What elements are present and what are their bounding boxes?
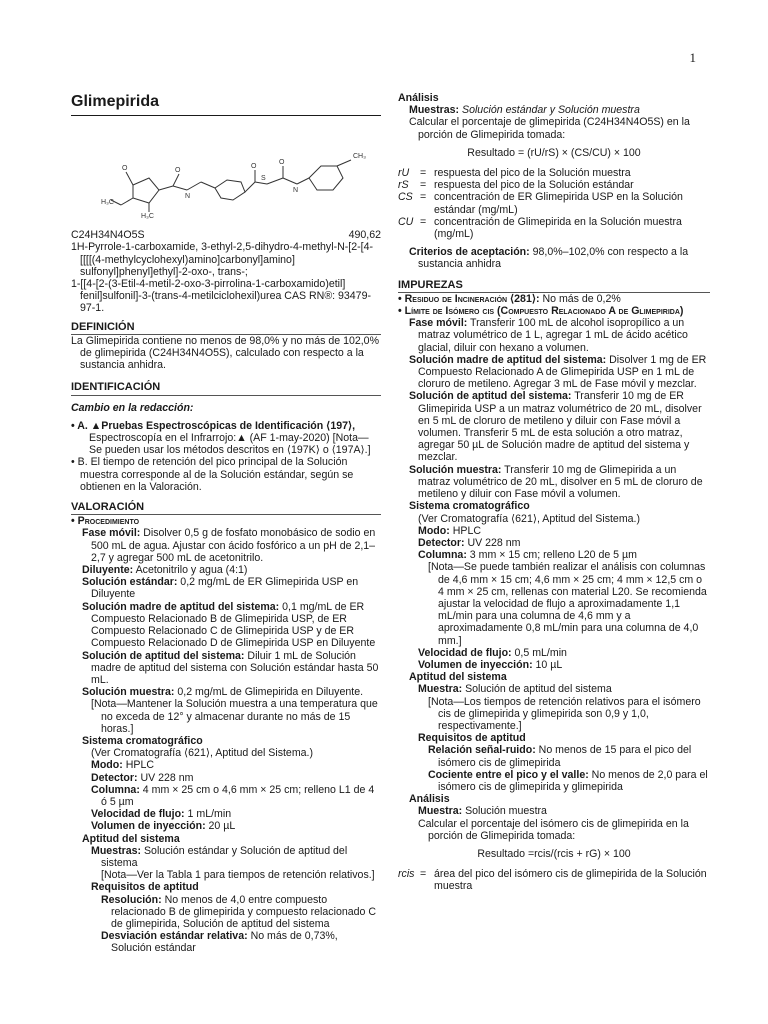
page-number: 1 — [689, 50, 696, 65]
impurezas-lines — [398, 317, 710, 842]
change-note: Cambio en la redacción: — [71, 401, 194, 414]
identificacion-heading: IDENTIFICACIÓN — [71, 381, 381, 395]
procedure-line: Volumen de inyección: 20 µL — [91, 820, 236, 833]
procedure-line: Desviación estándar relativa: No más de 0,73%, Solución estándar — [101, 930, 338, 955]
definicion-heading: DEFINICIÓN — [71, 321, 381, 335]
criterios-key: Criterios de aceptación: — [409, 246, 530, 259]
svg-text:H₃C: H₃C — [101, 199, 114, 206]
ident-a-text: Espectroscopía en el Infrarrojo:▲ (AF 1-may-2020) [Nota—Se pueden usar los métodos descritos en ⟨197K⟩ o ⟨197A⟩.] — [89, 432, 371, 457]
muestras-key: Muestras: — [409, 104, 460, 117]
procedure-line: Velocidad de flujo: 1 mL/min — [91, 808, 232, 821]
chemical-structure — [71, 120, 381, 220]
procedure-line: Muestras: Solución estándar y Solución de aptitud del sistema — [91, 844, 348, 869]
procedure-line: Calcular el porcentaje del isómero cis de glimepirida en la porción de Glimepirida tomada: — [418, 817, 689, 842]
procedure-line: Sistema cromatográfico — [82, 734, 203, 747]
result-equation: Resultado = (rU/rS) × (CS/CU) × 100 — [467, 146, 641, 159]
procedure-line: Solución muestra: Transferir 10 mg de Glimepirida a un matraz volumétrico de 20 mL, disolver en 5 mL de cloruro de metileno y diluir con Fase móvil a volumen. — [409, 463, 703, 501]
procedure-line: [Nota—Ver la Tabla 1 para tiempos de retención relativos.] — [101, 869, 375, 882]
procedure-line: (Ver Cromatografía ⟨621⟩, Aptitud del Sistema.) — [91, 747, 314, 760]
def-symbol: rcis — [398, 868, 415, 881]
procedure-line: Detector: UV 228 nm — [418, 536, 521, 549]
procedure-line: Columna: 3 mm × 15 cm; relleno L20 de 5 µm — [418, 549, 637, 562]
molecular-formula: C24H34N4O5S — [71, 229, 145, 242]
ident-a-label: • A. ▲Pruebas Espectroscópicas de Identificación ⟨197⟩, — [71, 419, 356, 432]
procedure-line: Columna: 4 mm × 25 cm o 4,6 mm × 25 cm; relleno L1 de 4 ó 5 µm — [91, 783, 375, 808]
def-text: concentración de Glimepirida en la Solución muestra (mg/mL) — [434, 215, 682, 241]
residuo-key: • Residuo de Incineración ⟨281⟩: — [398, 292, 540, 305]
def-symbol: CS — [398, 191, 413, 204]
impurezas-heading: IMPUREZAS — [398, 279, 710, 293]
procedure-line: Fase móvil: Transferir 100 mL de alcohol isopropílico a un matraz volumétrico de 1 L, agregar 1 mL de ácido acético glacial, diluir con hexano a volumen. — [409, 317, 688, 354]
procedure-line: (Ver Cromatografía ⟨621⟩, Aptitud del Sistema.) — [418, 512, 641, 525]
ident-b-text: • B. El tiempo de retención del pico principal de la Solución muestra corresponde al de la Solución estándar, según se obtienen en la Valoración. — [71, 456, 354, 493]
def-text: concentración de ER Glimepirida USP en la Solución estándar (mg/mL) — [434, 191, 683, 216]
def-symbol: rS — [398, 179, 409, 192]
muestras-value: Solución estándar y Solución muestra — [462, 104, 640, 117]
molecular-formula-row — [71, 229, 381, 241]
svg-text:S: S — [261, 175, 266, 182]
procedure-line: Requisitos de aptitud — [91, 881, 199, 894]
procedure-line: Muestra: Solución muestra — [418, 805, 547, 818]
analisis-heading: Análisis — [398, 92, 439, 104]
procedure-line: [Nota—Se puede también realizar el análisis con columnas de 4,6 mm × 15 cm; 4,6 mm × 25 cm; 4 mm × 12,5 cm o 4 mm × 25 cm, rellenas con material L20. Se recomienda ajustar la velocidad de flujo a aproximadamente 1,1 mL/min para una columna de 4,6 mm y a aproximadamente 0,8 mL/min para una columna de 4,0 mm.] — [428, 561, 707, 647]
valoracion-heading: VALORACIÓN — [71, 501, 381, 515]
procedure-line: Solución estándar: 0,2 mg/mL de ER Glimepirida USP en Diluyente — [82, 576, 359, 601]
criterios-value: 98,0%–102,0% con respecto a la sustancia anhidra — [418, 246, 689, 271]
procedure-line: Aptitud del sistema — [82, 832, 180, 845]
cis-equation: Resultado =rcis/(rcis + rG) × 100 — [477, 847, 631, 860]
cis-definition: rcis = área del pico del isómero cis de glimepirida de la Solución muestra — [398, 868, 710, 892]
procedure-line: Volumen de inyección: 10 µL — [418, 658, 563, 671]
monograph-title: Glimepirida — [71, 92, 381, 116]
procedure-line: Relación señal-ruido: No menos de 15 para el pico del isómero cis de glimepirida — [428, 744, 692, 769]
procedure-line: Resolución: No menos de 4,0 entre compuesto relacionado B de glimepirida y compuesto relacionado C de glimepirida, Solución de aptitud del sistema — [101, 893, 376, 930]
svg-text:O: O — [122, 165, 128, 172]
procedure-line: Aptitud del sistema — [409, 671, 507, 684]
procedure-line: Solución de aptitud del sistema: Transferir 10 mg de ER Glimepirida USP a un matraz volumétrico de 20 mL, disolver en 5 mL de cloruro de metileno y diluir con Fase móvil a volumen. Transferir 5 mL de esta solución a otro matraz, agregar 50 µL de Solución madre de aptitud del sistema y mezclar. — [409, 390, 702, 464]
molecular-weight: 490,62 — [348, 229, 381, 242]
svg-text:CH₃: CH₃ — [353, 153, 366, 160]
def-text: área del pico del isómero cis de glimepirida de la Solución muestra — [434, 868, 707, 893]
residuo-value: No más de 0,2% — [542, 292, 621, 305]
svg-text:N: N — [185, 193, 191, 200]
procedure-line: Fase móvil: Disolver 0,5 g de fosfato monobásico de sodio en 500 mL de agua. Ajustar con ácido fosfórico a un pH de 2,1–2,7 y agregar 500 mL de acetonitrilo. — [82, 527, 376, 564]
left-column — [71, 92, 381, 955]
svg-text:N: N — [293, 187, 299, 194]
svg-text:H₃C: H₃C — [141, 213, 154, 220]
procedure-line: Detector: UV 228 nm — [91, 771, 194, 784]
svg-text:O: O — [251, 163, 257, 170]
procedure-line: Modo: HPLC — [418, 524, 481, 537]
right-column — [398, 92, 710, 899]
procedure-line: Solución madre de aptitud del sistema: 0,1 mg/mL de ER Compuesto Relacionado B de Glimepirida USP, de ER Compuesto Relacionado C de Glimepirida USP y de ER Compuesto Relacionado D de Glimepirida USP en Diluyente — [82, 600, 376, 650]
procedure-line: Requisitos de aptitud — [418, 732, 526, 745]
def-symbol: CU — [398, 215, 414, 228]
procedure-line: Solución muestra: 0,2 mg/mL de Glimepirida en Diluyente. — [82, 686, 364, 699]
def-text: respuesta del pico de la Solución estándar — [434, 179, 634, 192]
chemical-name-1: 1H-Pyrrole-1-carboxamide, 3-ethyl-2,5-dihydro-4-methyl-N-[2-[4-[[[[(4-methylcyclohexyl)amino]carbonyl]amino] sulfonyl]phenyl]ethyl]-2-oxo-, trans-; — [71, 241, 374, 278]
chemical-name-2: 1-[[4-[2-(3-Etil-4-metil-2-oxo-3-pirrolina-1-carboxamido)etil] fenil]sulfonil]-3-(trans-4-metilciclohexil)urea CAS RN®: 93479-97-1. — [71, 278, 371, 315]
procedure-line: [Nota—Mantener la Solución muestra a una temperatura que no exceda de 12° y almacenar durante no más de 15 horas.] — [91, 698, 378, 735]
procedure-line: Sistema cromatográfico — [409, 500, 530, 513]
procedure-line: [Nota—Los tiempos de retención relativos para el isómero cis de glimepirida y glimepirida son 0,9 y 1,0, respectivamente.] — [428, 695, 701, 732]
svg-text:O: O — [175, 167, 181, 174]
procedure-line: Muestra: Solución de aptitud del sistema — [418, 683, 612, 696]
def-symbol: rU — [398, 167, 410, 180]
definicion-text: La Glimepirida contiene no menos de 98,0% y no más de 102,0% de glimepirida (C24H34N4O5S), calculado con respecto a la sustancia anhidra. — [71, 334, 379, 372]
variable-definitions: rU = respuesta del pico de la Solución muestra rS = respuesta del pico de la Solución estándar CS = concentración de ER Glimepirida USP en la Solución estándar (mg/mL) CU = concentración de Glimepirida en la Solución muestra (mg/mL) — [398, 167, 710, 240]
procedure-line: Solución madre de aptitud del sistema: Disolver 1 mg de ER Compuesto Relacionado A de Glimepirida USP en 1 mL de cloruro de metileno. Agregar 3 mL de Fase móvil y mezclar. — [409, 353, 707, 391]
svg-text:O: O — [279, 159, 285, 166]
procedure-line: Modo: HPLC — [91, 759, 154, 772]
procedure-line: Cociente entre el pico y el valle: No menos de 2,0 para el isómero cis de glimepirida y glimepirida — [428, 768, 708, 793]
procedure-line: Solución de aptitud del sistema: Diluir 1 mL de Solución madre de aptitud del sistema con Solución estándar hasta 50 mL. — [82, 649, 379, 686]
calc-text: Calcular el porcentaje de glimepirida (C24H34N4O5S) en la porción de Glimepirida tomada: — [409, 116, 690, 141]
procedure-line: Diluyente: Acetonitrilo y agua (4:1) — [82, 564, 248, 577]
limite-isomero-label: • Límite de Isómero cis (Compuesto Relacionado A de Glimepirida) — [398, 305, 684, 318]
procedure-line: Análisis — [409, 793, 450, 806]
procedure-line: Velocidad de flujo: 0,5 mL/min — [418, 646, 567, 659]
def-text: respuesta del pico de la Solución muestra — [434, 167, 631, 180]
valoracion-lines — [71, 527, 381, 954]
procedimiento-label: • Procedimiento — [71, 515, 140, 528]
